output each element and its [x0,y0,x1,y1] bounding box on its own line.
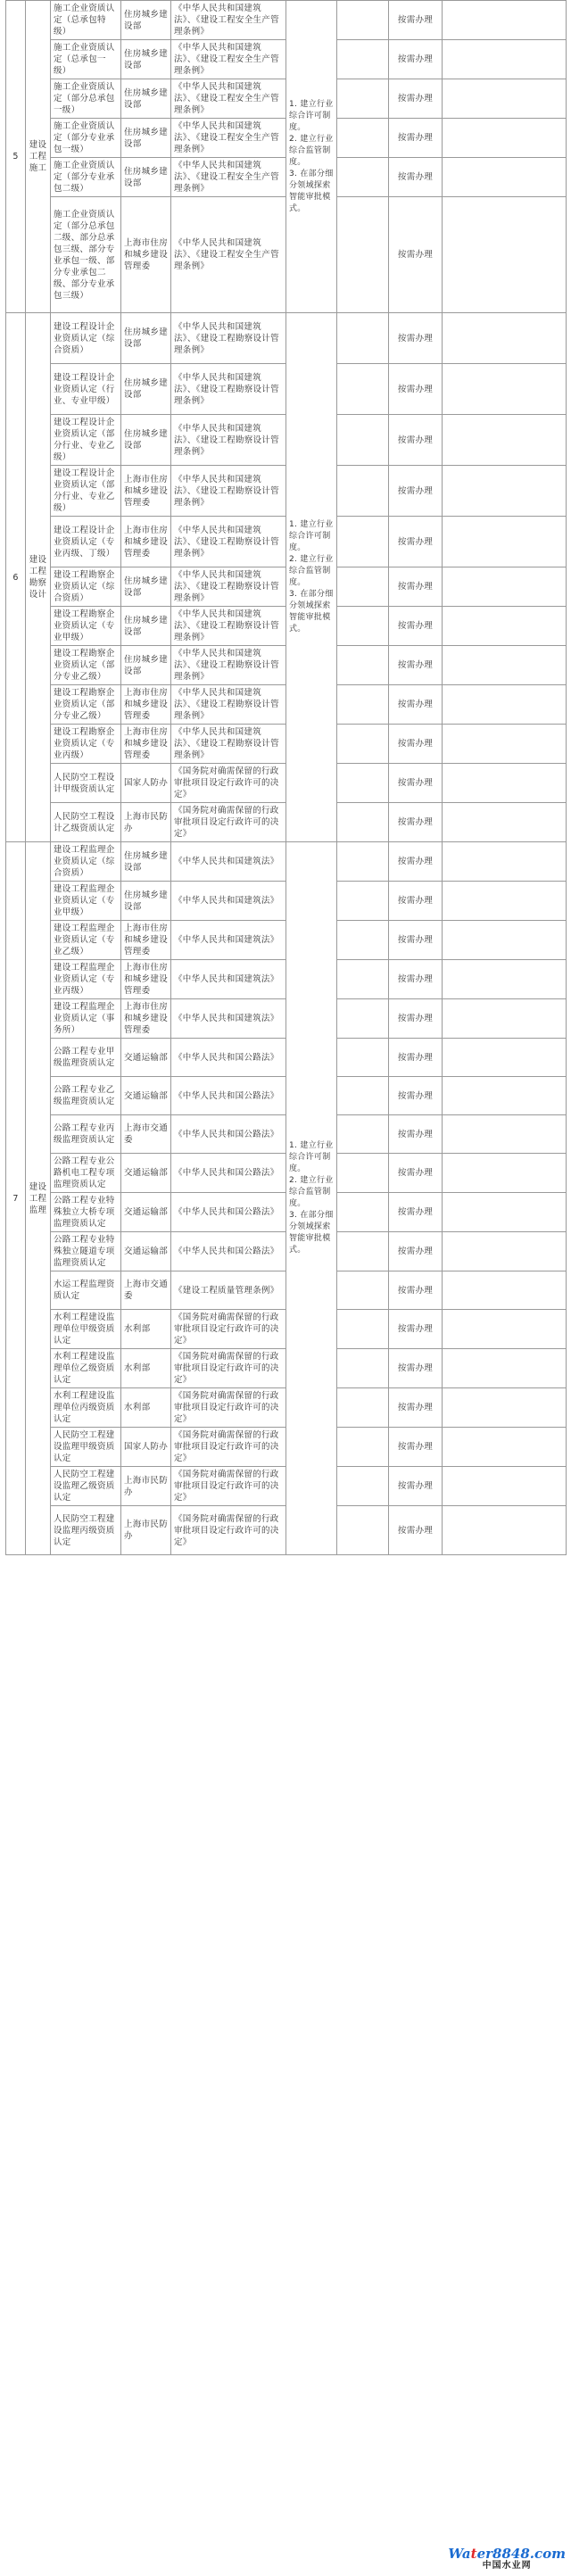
department-cell: 住房城乡建设部 [121,119,171,158]
department-cell: 住房城乡建设部 [121,158,171,197]
department-cell: 上海市住房和城乡建设管理委 [121,960,171,999]
department-cell: 国家人防办 [121,764,171,803]
item-name-cell: 水利工程建设监理单位乙级资质认定 [51,1349,121,1388]
department-cell: 住房城乡建设部 [121,79,171,119]
action-cell: 按需办理 [389,1349,443,1388]
blank-cell [337,842,389,882]
legal-basis-cell: 《国务院对确需保留的行政审批项目设定行政许可的决定》 [171,1428,286,1467]
blank-cell [337,803,389,842]
blank-cell [337,567,389,607]
table-row [6,1,567,40]
department-cell: 住房城乡建设部 [121,567,171,607]
blank-cell [443,1,567,40]
action-cell: 按需办理 [389,1154,443,1193]
department-cell: 住房城乡建设部 [121,646,171,685]
blank-cell [443,1154,567,1193]
legal-basis-cell: 《中华人民共和国公路法》 [171,1115,286,1154]
blank-cell [337,921,389,960]
action-cell: 按需办理 [389,567,443,607]
item-name-cell: 公路工程专业甲级监理资质认定 [51,1039,121,1077]
action-cell: 按需办理 [389,1,443,40]
blank-cell [337,607,389,646]
legal-basis-cell: 《中华人民共和国建筑法》、《建设工程勘察设计管理条例》 [171,466,286,517]
department-cell: 上海市住房和城乡建设管理委 [121,921,171,960]
action-cell: 按需办理 [389,1467,443,1506]
blank-cell [337,1428,389,1467]
action-cell: 按需办理 [389,1428,443,1467]
blank-cell [443,364,567,415]
legal-basis-cell: 《中华人民共和国建筑法》 [171,999,286,1039]
legal-basis-cell: 《中华人民共和国建筑法》、《建设工程勘察设计管理条例》 [171,607,286,646]
department-cell: 住房城乡建设部 [121,882,171,921]
blank-cell [443,1232,567,1271]
legal-basis-cell: 《中华人民共和国建筑法》、《建设工程勘察设计管理条例》 [171,646,286,685]
legal-basis-cell: 《中华人民共和国建筑法》 [171,960,286,999]
blank-cell [337,1388,389,1428]
blank-cell [443,415,567,466]
action-cell: 按需办理 [389,466,443,517]
legal-basis-cell: 《中华人民共和国公路法》 [171,1039,286,1077]
legal-basis-cell: 《国务院对确需保留的行政审批项目设定行政许可的决定》 [171,803,286,842]
item-name-cell: 施工企业资质认定（部分总承包二级、部分总承包三级、部分专业承包一级、部分专业承包二级、部分专业承包三级） [51,197,121,313]
action-cell: 按需办理 [389,197,443,313]
legal-basis-cell: 《中华人民共和国建筑法》、《建设工程勘察设计管理条例》 [171,685,286,725]
department-cell: 住房城乡建设部 [121,1,171,40]
department-cell: 上海市住房和城乡建设管理委 [121,685,171,725]
action-cell: 按需办理 [389,158,443,197]
action-cell: 按需办理 [389,921,443,960]
blank-cell [337,1506,389,1555]
department-cell: 住房城乡建设部 [121,313,171,364]
item-name-cell: 公路工程专业丙级监理资质认定 [51,1115,121,1154]
blank-cell [337,725,389,764]
blank-cell [337,197,389,313]
department-cell: 上海市住房和城乡建设管理委 [121,999,171,1039]
category-cell: 建设工程施工 [26,1,51,313]
item-name-cell: 公路工程专业公路机电工程专项监理资质认定 [51,1154,121,1193]
item-name-cell: 建设工程勘察企业资质认定（部分专业乙级） [51,685,121,725]
department-cell: 水利部 [121,1310,171,1349]
blank-cell [337,1349,389,1388]
blank-cell [443,1077,567,1115]
legal-basis-cell: 《中华人民共和国建筑法》、《建设工程安全生产管理条例》 [171,197,286,313]
blank-cell [337,158,389,197]
item-name-cell: 建设工程勘察企业资质认定（专业丙级） [51,725,121,764]
item-name-cell: 公路工程专业乙级监理资质认定 [51,1077,121,1115]
department-cell: 交通运输部 [121,1193,171,1232]
item-name-cell: 施工企业资质认定（部分专业承包二级） [51,158,121,197]
action-cell: 按需办理 [389,79,443,119]
action-cell: 按需办理 [389,415,443,466]
blank-cell [337,646,389,685]
action-cell: 按需办理 [389,803,443,842]
legal-basis-cell: 《国务院对确需保留的行政审批项目设定行政许可的决定》 [171,1349,286,1388]
blank-cell [443,517,567,567]
item-name-cell: 人民防空工程设计甲级资质认定 [51,764,121,803]
site-watermark [448,2547,566,2571]
blank-cell [443,1039,567,1077]
legal-basis-cell: 《中华人民共和国建筑法》 [171,842,286,882]
item-name-cell: 人民防空工程建设监理乙级资质认定 [51,1467,121,1506]
action-cell: 按需办理 [389,119,443,158]
item-name-cell: 建设工程监理企业资质认定（事务所） [51,999,121,1039]
reform-mode-cell: 1. 建立行业综合许可制度。 2. 建立行业综合监管制度。 3. 在部分细分领域探索智能审批模式。 [286,313,337,842]
approval-items-table [5,0,567,1555]
action-cell: 按需办理 [389,1388,443,1428]
legal-basis-cell: 《国务院对确需保留的行政审批项目设定行政许可的决定》 [171,1388,286,1428]
item-name-cell: 施工企业资质认定（总承包特级） [51,1,121,40]
action-cell: 按需办理 [389,842,443,882]
blank-cell [443,1115,567,1154]
department-cell: 上海市民防办 [121,1506,171,1555]
department-cell: 交通运输部 [121,1039,171,1077]
legal-basis-cell: 《中华人民共和国建筑法》 [171,921,286,960]
blank-cell [443,1388,567,1428]
blank-cell [337,960,389,999]
action-cell: 按需办理 [389,1077,443,1115]
department-cell: 交通运输部 [121,1232,171,1271]
blank-cell [337,1232,389,1271]
blank-cell [337,40,389,79]
blank-cell [443,882,567,921]
action-cell: 按需办理 [389,313,443,364]
item-name-cell: 人民防空工程建设监理丙级资质认定 [51,1506,121,1555]
department-cell: 住房城乡建设部 [121,842,171,882]
item-name-cell: 公路工程专业特殊独立隧道专项监理资质认定 [51,1232,121,1271]
item-name-cell: 施工企业资质认定（部分专业承包一级） [51,119,121,158]
blank-cell [337,1115,389,1154]
item-name-cell: 人民防空工程建设监理甲级资质认定 [51,1428,121,1467]
department-cell: 水利部 [121,1349,171,1388]
blank-cell [337,999,389,1039]
blank-cell [443,158,567,197]
action-cell: 按需办理 [389,364,443,415]
action-cell: 按需办理 [389,685,443,725]
blank-cell [337,1039,389,1077]
blank-cell [337,466,389,517]
legal-basis-cell: 《中华人民共和国公路法》 [171,1154,286,1193]
department-cell: 国家人防办 [121,1428,171,1467]
action-cell: 按需办理 [389,517,443,567]
blank-cell [337,1467,389,1506]
blank-cell [337,415,389,466]
department-cell: 上海市交通委 [121,1115,171,1154]
legal-basis-cell: 《中华人民共和国公路法》 [171,1077,286,1115]
department-cell: 住房城乡建设部 [121,40,171,79]
item-name-cell: 建设工程设计企业资质认定（部分行业、专业乙级） [51,466,121,517]
blank-cell [443,921,567,960]
blank-cell [443,466,567,517]
legal-basis-cell: 《中华人民共和国建筑法》 [171,882,286,921]
blank-cell [337,882,389,921]
blank-cell [337,1154,389,1193]
category-cell: 建设工程勘察设计 [26,313,51,842]
legal-basis-cell: 《中华人民共和国建筑法》、《建设工程勘察设计管理条例》 [171,567,286,607]
department-cell: 住房城乡建设部 [121,415,171,466]
action-cell: 按需办理 [389,1115,443,1154]
department-cell: 上海市交通委 [121,1271,171,1310]
legal-basis-cell: 《中华人民共和国建筑法》、《建设工程安全生产管理条例》 [171,158,286,197]
item-name-cell: 水利工程建设监理单位甲级资质认定 [51,1310,121,1349]
blank-cell [443,1271,567,1310]
legal-basis-cell: 《国务院对确需保留的行政审批项目设定行政许可的决定》 [171,1467,286,1506]
blank-cell [443,40,567,79]
action-cell: 按需办理 [389,607,443,646]
item-name-cell: 建设工程勘察企业资质认定（部分专业乙级） [51,646,121,685]
blank-cell [337,517,389,567]
item-name-cell: 建设工程勘察企业资质认定（综合资质） [51,567,121,607]
item-number: 6 [6,313,26,842]
blank-cell [443,725,567,764]
legal-basis-cell: 《中华人民共和国建筑法》、《建设工程勘察设计管理条例》 [171,725,286,764]
legal-basis-cell: 《中华人民共和国建筑法》、《建设工程勘察设计管理条例》 [171,415,286,466]
action-cell: 按需办理 [389,764,443,803]
blank-cell [337,1193,389,1232]
legal-basis-cell: 《国务院对确需保留的行政审批项目设定行政许可的决定》 [171,1506,286,1555]
blank-cell [337,685,389,725]
legal-basis-cell: 《中华人民共和国建筑法》、《建设工程勘察设计管理条例》 [171,517,286,567]
blank-cell [443,313,567,364]
item-name-cell: 建设工程设计企业资质认定（专业丙级、丁级） [51,517,121,567]
department-cell: 住房城乡建设部 [121,364,171,415]
item-name-cell: 建设工程监理企业资质认定（专业丙级） [51,960,121,999]
item-name-cell: 水运工程监理资质认定 [51,1271,121,1310]
blank-cell [443,1349,567,1388]
item-name-cell: 施工企业资质认定（部分总承包一级） [51,79,121,119]
department-cell: 上海市住房和城乡建设管理委 [121,197,171,313]
department-cell: 上海市住房和城乡建设管理委 [121,517,171,567]
blank-cell [337,1077,389,1115]
action-cell: 按需办理 [389,1039,443,1077]
item-name-cell: 人民防空工程设计乙级资质认定 [51,803,121,842]
item-name-cell: 建设工程设计企业资质认定（行业、专业甲级） [51,364,121,415]
department-cell: 交通运输部 [121,1154,171,1193]
blank-cell [443,1193,567,1232]
department-cell: 上海市住房和城乡建设管理委 [121,466,171,517]
action-cell: 按需办理 [389,960,443,999]
blank-cell [443,607,567,646]
item-number: 7 [6,842,26,1555]
blank-cell [443,119,567,158]
blank-cell [443,764,567,803]
blank-cell [443,79,567,119]
legal-basis-cell: 《中华人民共和国建筑法》、《建设工程勘察设计管理条例》 [171,313,286,364]
category-cell: 建设工程监理 [26,842,51,1555]
action-cell: 按需办理 [389,1232,443,1271]
item-name-cell: 建设工程监理企业资质认定（综合资质） [51,842,121,882]
legal-basis-cell: 《中华人民共和国建筑法》、《建设工程安全生产管理条例》 [171,119,286,158]
blank-cell [337,119,389,158]
legal-basis-cell: 《中华人民共和国建筑法》、《建设工程安全生产管理条例》 [171,1,286,40]
blank-cell [337,79,389,119]
item-name-cell: 公路工程专业特殊独立大桥专项监理资质认定 [51,1193,121,1232]
blank-cell [337,364,389,415]
blank-cell [443,1506,567,1555]
blank-cell [443,1467,567,1506]
blank-cell [443,646,567,685]
blank-cell [443,567,567,607]
blank-cell [443,842,567,882]
item-name-cell: 施工企业资质认定（总承包一级） [51,40,121,79]
department-cell: 上海市住房和城乡建设管理委 [121,725,171,764]
legal-basis-cell: 《建设工程质量管理条例》 [171,1271,286,1310]
blank-cell [443,1428,567,1467]
blank-cell [337,764,389,803]
action-cell: 按需办理 [389,1310,443,1349]
legal-basis-cell: 《国务院对确需保留的行政审批项目设定行政许可的决定》 [171,1310,286,1349]
item-name-cell: 建设工程监理企业资质认定（专业甲级） [51,882,121,921]
item-number: 5 [6,1,26,313]
blank-cell [443,685,567,725]
item-name-cell: 建设工程监理企业资质认定（专业乙级） [51,921,121,960]
legal-basis-cell: 《中华人民共和国建筑法》、《建设工程安全生产管理条例》 [171,79,286,119]
action-cell: 按需办理 [389,882,443,921]
table-row [6,842,567,882]
blank-cell [337,1310,389,1349]
action-cell: 按需办理 [389,725,443,764]
action-cell: 按需办理 [389,40,443,79]
department-cell: 上海市民防办 [121,803,171,842]
action-cell: 按需办理 [389,999,443,1039]
watermark-logo: Water8848.com [448,2546,566,2562]
item-name-cell: 水利工程建设监理单位丙级资质认定 [51,1388,121,1428]
blank-cell [337,313,389,364]
table-row [6,313,567,364]
blank-cell [443,960,567,999]
item-name-cell: 建设工程设计企业资质认定（综合资质） [51,313,121,364]
blank-cell [443,1310,567,1349]
blank-cell [443,999,567,1039]
legal-basis-cell: 《国务院对确需保留的行政审批项目设定行政许可的决定》 [171,764,286,803]
legal-basis-cell: 《中华人民共和国公路法》 [171,1193,286,1232]
blank-cell [337,1271,389,1310]
blank-cell [443,803,567,842]
department-cell: 住房城乡建设部 [121,607,171,646]
legal-basis-cell: 《中华人民共和国建筑法》、《建设工程勘察设计管理条例》 [171,364,286,415]
department-cell: 交通运输部 [121,1077,171,1115]
legal-basis-cell: 《中华人民共和国建筑法》、《建设工程安全生产管理条例》 [171,40,286,79]
reform-mode-cell: 1. 建立行业综合许可制度。 2. 建立行业综合监管制度。 3. 在部分细分领域探索智能审批模式。 [286,1,337,313]
action-cell: 按需办理 [389,1271,443,1310]
department-cell: 水利部 [121,1388,171,1428]
watermark-subtitle: 中国水业网 [482,2561,532,2571]
blank-cell [443,197,567,313]
action-cell: 按需办理 [389,1193,443,1232]
action-cell: 按需办理 [389,1506,443,1555]
blank-cell [337,1,389,40]
reform-mode-cell: 1. 建立行业综合许可制度。 2. 建立行业综合监管制度。 3. 在部分细分领域探索智能审批模式。 [286,842,337,1555]
item-name-cell: 建设工程勘察企业资质认定（专业甲级） [51,607,121,646]
action-cell: 按需办理 [389,646,443,685]
legal-basis-cell: 《中华人民共和国公路法》 [171,1232,286,1271]
item-name-cell: 建设工程设计企业资质认定（部分行业、专业乙级） [51,415,121,466]
department-cell: 上海市民防办 [121,1467,171,1506]
